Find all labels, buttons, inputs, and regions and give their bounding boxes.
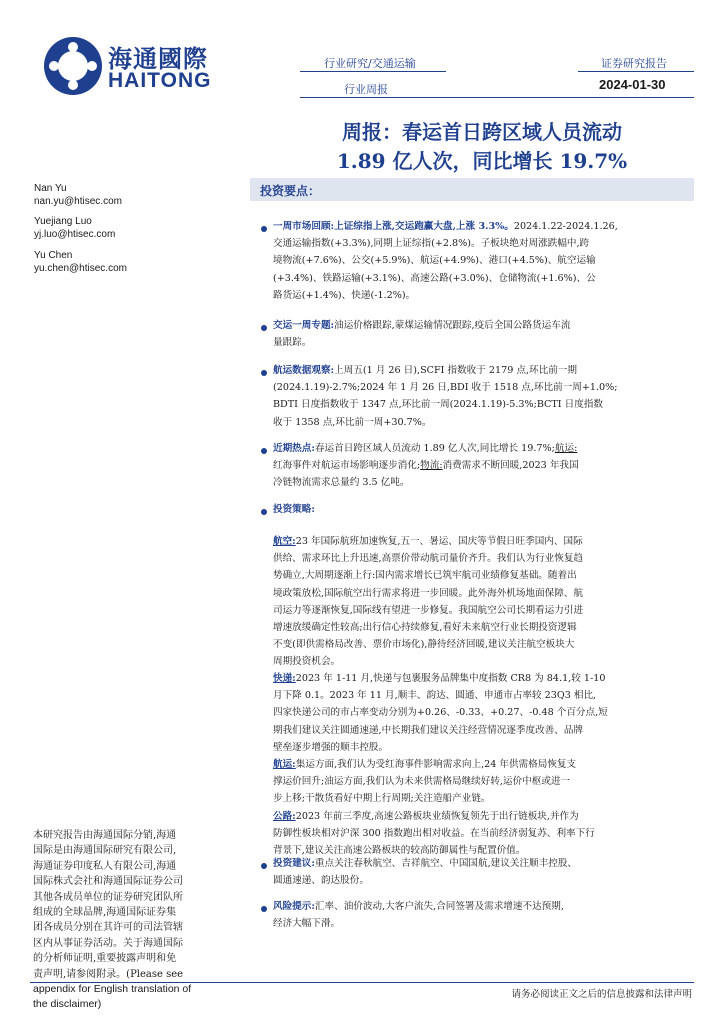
point-market-review [273, 218, 694, 304]
text-line: 四家快递公司的市占率变动分别为+0.26、-0.33、+0.27、-0.48 个百分点,短 [273, 707, 608, 719]
text-line: 重点关注春秋航空、吉祥航空、中国国航,建议关注顺丰控股、 [314, 858, 578, 869]
text-line: 防御性板块相对沪深 300 指数跑出相对收益。在当前经济弱复苏、利率下行 [273, 828, 595, 840]
author-name: Yuejiang Luo [34, 216, 92, 227]
header-rule [300, 71, 446, 72]
footer-rule [30, 982, 694, 983]
text-line: 春运首日跨区域人员流动 1.89 亿人次,同比增长 19.7%; [314, 443, 555, 454]
text-line: 集运方面,我们认为受红海事件影响需求向上,24 年供需格局恢复支 [295, 759, 577, 770]
point-shipping-data [273, 362, 694, 431]
author-email[interactable]: yj.luo@htisec.com [34, 229, 116, 240]
bullet-icon [261, 226, 267, 232]
logo-text-cn: 海通國際 [108, 44, 208, 73]
disclaimer-line: 国际株式会社和海通国际证券公司 [33, 876, 183, 888]
point-strategy-heading [273, 501, 694, 518]
report-category: 行业研究/交通运输 [324, 57, 416, 70]
text-line: 2023 年 1-11 月,快递与包裹服务品牌集中度指数 CR8 为 84.1,较 1-10 [295, 673, 606, 684]
text-line: 不变(即供需格局改善、票价市场化),静待经济回暖,建议关注航空板块大 [273, 639, 575, 651]
bullet-icon [261, 906, 267, 912]
bullet-icon [261, 325, 267, 331]
bullet-icon [261, 370, 267, 376]
footer-notice: 请务必阅读正文之后的信息披露和法律声明 [511, 989, 692, 1000]
text-line: 境物流(+7.6%)、公交(+5.9%)、航运(+4.9%)、港口(+4.5%)、航空运输 [273, 255, 596, 267]
disclaimer-line: 的分析师证明,重要披露声明和免 [33, 953, 177, 965]
text-line: 背景下,建议关注高速公路板块的较高防御属性与配置价值。 [273, 845, 526, 857]
author-email[interactable]: yu.chen@htisec.com [34, 263, 127, 274]
text-line: 量跟踪。 [273, 337, 312, 349]
point-risk [273, 898, 694, 932]
text-line: 境政策放松,国际航空出行需求将进一步回暖。此外海外机场地面保障、航 [273, 587, 584, 599]
text-line: 月下降 0.1。2023 年 11 月,顺丰、韵达、圆通、申通市占率较 23Q3 相比, [273, 690, 597, 702]
disclaimer [33, 828, 210, 1013]
disclaimer-line: 组成的全球品牌,海通国际证券集 [33, 907, 177, 919]
disclaimer-line: 其他各成员单位的证券研究团队所 [33, 891, 183, 903]
text-line: 23 年国际航班加速恢复,五一、暑运、国庆等节假日旺季国内、国际 [295, 536, 583, 547]
text-line: 消费需求不断回暖,2023 年我国 [442, 460, 579, 472]
report-title-line1: 周报：春运首日跨区域人员流动 [342, 120, 622, 144]
header-rule [300, 97, 694, 98]
author-block [34, 249, 127, 275]
text-line: 增速放缓确定性较高;出行信心持续修复,看好未来航空行业长期投资逻辑 [273, 622, 577, 634]
point-lead: 投资策略: [273, 504, 315, 515]
text-line: 红海事件对航运市场影响逐步消化; [273, 460, 421, 472]
text-line: 势确立,大周期逐渐上行:国内需求增长已筑牢航司业绩修复基础。随着出 [273, 570, 577, 582]
disclaimer-line: 海通证券印度私人有限公司,海通 [33, 860, 177, 872]
text-line: 交通运输指数(+3.3%),同期上证综指(+2.8%)。子板块绝对周涨跌幅中,跨 [273, 238, 590, 250]
bullet-icon [261, 448, 267, 454]
disclaimer-line: appendix for English translation of [33, 983, 192, 996]
text-line: BDTI 日度指数收于 1347 点,环比前一周(2024.1.19)-5.3%;BCTI 日度指数 [273, 399, 604, 411]
point-lead: 一周市场回顾: [273, 221, 335, 232]
strategy-aviation [273, 533, 694, 671]
sub-label: 航运: [273, 759, 296, 770]
author-block [34, 182, 122, 208]
logo-emblem-icon [44, 37, 102, 95]
text-line: 经济大幅下滑。 [273, 918, 341, 930]
strategy-shipping [273, 756, 694, 808]
author-name: Nan Yu [34, 183, 67, 194]
point-lead: 投资建议: [273, 858, 315, 869]
disclaimer-line: the disclaimer) [33, 998, 102, 1011]
underlined-label: 航运: [554, 443, 578, 454]
disclaimer-line: 责声明,请参阅附录。(Please see [33, 968, 184, 980]
logo-text-en: HAITONG [108, 69, 212, 92]
point-lead: 风险提示: [273, 901, 315, 912]
text-line: 油运价格跟踪,蒙煤运输情况跟踪,疫后全国公路货运车流 [334, 320, 571, 331]
point-recommendation [273, 855, 694, 889]
report-type: 行业周报 [344, 83, 388, 96]
text-line: 司运力等逐渐恢复,国际线有望进一步修复。我国航空公司长期看运力引进 [273, 604, 584, 616]
strategy-highway [273, 808, 694, 860]
point-highlight: 上证综指上涨,交运跑赢大盘,上涨 3.3%。 [334, 221, 514, 232]
text-line: 上周五(1 月 26 日),SCFI 指数收于 2179 点,环比前一期 [334, 365, 577, 376]
report-date: 2024-01-30 [599, 77, 666, 92]
doc-type: 证券研究报告 [601, 57, 667, 70]
section-title: 投资要点： [260, 184, 321, 198]
sub-label: 航空: [273, 536, 296, 547]
section-header [250, 178, 694, 201]
text-line: (2024.1.19)-2.7%;2024 年 1 月 26 日,BDI 收于 1518 点,环比前一周+1.0%; [273, 382, 618, 394]
text-line: 周期投资机会。 [273, 656, 341, 668]
text-line: 冷链物流需求总量约 3.5 亿吨。 [273, 477, 410, 489]
strategy-express [273, 670, 694, 756]
text-line: 撑运价回升;油运方面,我们认为未来供需格局继续好转,运价中枢或进一 [273, 776, 571, 788]
text-line: (+3.4%)、铁路运输(+3.1%)、高速公路(+3.0%)、仓储物流(+1.6%)、公 [273, 272, 596, 284]
disclaimer-line: 团各成员分别在其许可的司法管辖 [33, 922, 183, 934]
disclaimer-line: 本研究报告由海通国际分销,海通 [33, 830, 177, 841]
point-lead: 交运一周专题: [273, 320, 335, 331]
header-rule [578, 71, 694, 72]
text-line: 壁垒逐步增强的顺丰控股。 [273, 741, 389, 753]
text-line: 期我们建议关注圆通速递,中长期我们建议关注经营情况逐季度改善、品牌 [273, 724, 584, 736]
point-hot-topics [273, 440, 694, 492]
haitong-logo [44, 37, 214, 93]
text-line: 路货运(+1.4%)、快递(-1.2%)。 [273, 289, 416, 301]
bullet-icon [261, 863, 267, 869]
text-line: 2024.1.22-2024.1.26, [513, 221, 618, 232]
author-block [34, 215, 115, 241]
text-line: 圆通速递、韵达股份。 [273, 875, 369, 887]
underlined-label: 物流: [420, 460, 443, 472]
text-line: 步上移;干散货看好中期上行周期;关注造船产业链。 [273, 793, 491, 805]
text-line: 供给、需求环比上升迅速,高票价带动航司量价齐升。我们认为行业恢复趋 [273, 553, 584, 565]
text-line: 收于 1358 点,环比前一周+30.7%。 [273, 416, 432, 428]
point-weekly-topic [273, 317, 694, 351]
disclaimer-line: 区内从事证券活动。关于海通国际 [33, 937, 183, 949]
point-lead: 航运数据观察: [273, 365, 335, 376]
author-name: Yu Chen [34, 250, 73, 261]
text-line: 2023 年前三季度,高速公路板块业绩恢复领先于出行链板块,并作为 [295, 811, 579, 822]
disclaimer-line: 国际是由海通国际研究有限公司, [33, 845, 177, 857]
bullet-icon [261, 509, 267, 515]
sub-label: 快递: [273, 673, 296, 684]
point-lead: 近期热点: [273, 443, 315, 454]
report-title-line2: 1.89 亿人次，同比增长 19.7% [336, 149, 628, 173]
author-email[interactable]: nan.yu@htisec.com [34, 196, 122, 207]
text-line: 汇率、油价波动,大客户流失,合同签署及需求增速不达预期, [314, 901, 564, 912]
sub-label: 公路: [273, 811, 296, 822]
